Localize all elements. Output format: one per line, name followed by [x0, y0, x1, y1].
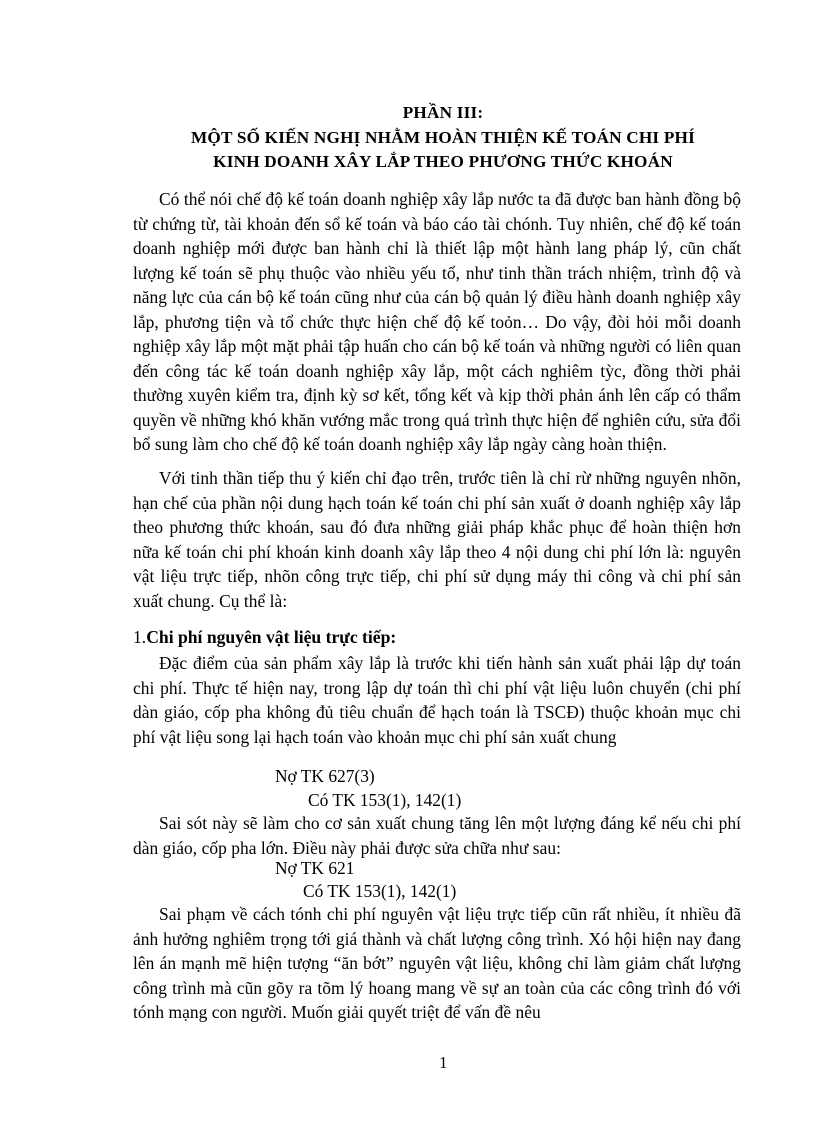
paragraph-approach — [133, 466, 741, 613]
paragraph-intro-text: Có thể nói chế độ kế toán doanh nghiệp xây lắp nước ta đã được ban hành đồng bộ từ chứng từ, tài khoản đến sổ kế toán và báo cáo tài chónh. Tuy nhiên, chế độ kế toán doanh nghiệp mới được ban hành chỉ là thiết lập một hành lang pháp lý, cũn chất lượng kế toán sẽ phụ thuộc vào nhiều yếu tố, như tinh thần trách nhiệm, trình độ và năng lực của cán bộ kế toán cũng như của cán bộ quản lý điều hành doanh nghiệp xây lắp, phương tiện và tổ chức thực hiện chế độ kế toỏn… Do vậy, đòi hỏi mỗi doanh nghiệp xây lắp một mặt phải tập huấn cho cán bộ kế toán và những người có liên quan đến công tác kế toán doanh nghiệp xây lắp, một cách nghiêm tỳc, đồng thời phải thường xuyên kiểm tra, định kỳ sơ kết, tổng kết và kịp thời phản ánh lên cấp có thẩm quyền về những khó khăn vướng mắc trong quá trình thực hiện để nghiên cứu, sửa đổi bổ sung làm cho chế độ kế toán doanh nghiệp xây lắp ngày càng hoàn thiện. — [133, 189, 741, 454]
page-number: 1 — [439, 1053, 448, 1072]
paragraph-violations-text: Sai phạm về cách tónh chi phí nguyên vật liệu trực tiếp cũn rất nhiều, ít nhiều đã ảnh hưởng nghiêm trọng tới giá thành và chất lượng công trình. Xó hội hiện nay đang lên án mạnh mẽ hiện tượng “ăn bớt” nguyên vật liệu, không chỉ làm giảm chất lượng công trình mà cũn gõy ra tõm lý hoang mang về sự an toàn của các công trình đó với tónh mạng con người. Muốn giải quyết triệt để vấn đề nêu — [133, 904, 741, 1022]
paragraph-error-text: Sai sót này sẽ làm cho cơ sản xuất chung tăng lên một lượng đáng kể nếu chi phí dàn giáo, cốp pha lớn. Điều này phải được sửa chữa như sau: — [133, 813, 741, 858]
paragraph-approach-text: Với tinh thần tiếp thu ý kiến chỉ đạo trên, trước tiên là chỉ rừ những nguyên nhõn, hạn chế của phần nội dung hạch toán kế toán chi phí sản xuất ở doanh nghiệp xây lắp theo phương thức khoán, sau đó đưa những giải pháp khắc phục để hoàn thiện hơn nữa kế toán chi phí khoán kinh doanh xây lắp theo 4 nội dung chi phí lớn là: nguyên vật liệu trực tiếp, nhõn công trực tiếp, chi phí sử dụng máy thi công và chi phí sản xuất chung. Cụ thể là: — [133, 468, 741, 611]
section-number: 1. — [133, 627, 147, 647]
journal-entry-1-credit: Có TK 153(1), 142(1) — [308, 790, 462, 810]
paragraph-materials — [133, 651, 741, 749]
journal-entry-2-credit: Có TK 153(1), 142(1) — [303, 881, 457, 901]
paragraph-error — [133, 811, 741, 860]
paragraph-intro — [133, 187, 741, 457]
document-title-line-1: MỘT SỐ KIẾN NGHỊ NHẰM HOÀN THIỆN KẾ TOÁN CHI PHÍ — [191, 128, 695, 147]
paragraph-violations — [133, 902, 741, 1025]
paragraph-materials-text: Đặc điểm của sản phẩm xây lắp là trước khi tiến hành sản xuất phải lập dự toán chi phí. Thực tế hiện nay, trong lập dự toán thì chi phí vật liệu luôn chuyển (chi phí dàn giáo, cốp pha không đủ tiêu chuẩn để hạch toán là TSCĐ) thuộc khoản mục chi phí vật liệu song lại hạch toán vào khoản mục chi phí sản xuất chung — [133, 653, 741, 747]
journal-entry-1-debit: Nợ TK 627(3) — [275, 766, 375, 786]
document-title-line-2: KINH DOANH XÂY LẮP THEO PHƯƠNG THỨC KHOÁN — [213, 152, 673, 171]
section-title: Chi phí nguyên vật liệu trực tiếp: — [146, 627, 397, 647]
journal-entry-2-debit: Nợ TK 621 — [275, 858, 355, 878]
part-title: PHẦN III: — [402, 103, 484, 122]
section-heading — [133, 627, 396, 648]
